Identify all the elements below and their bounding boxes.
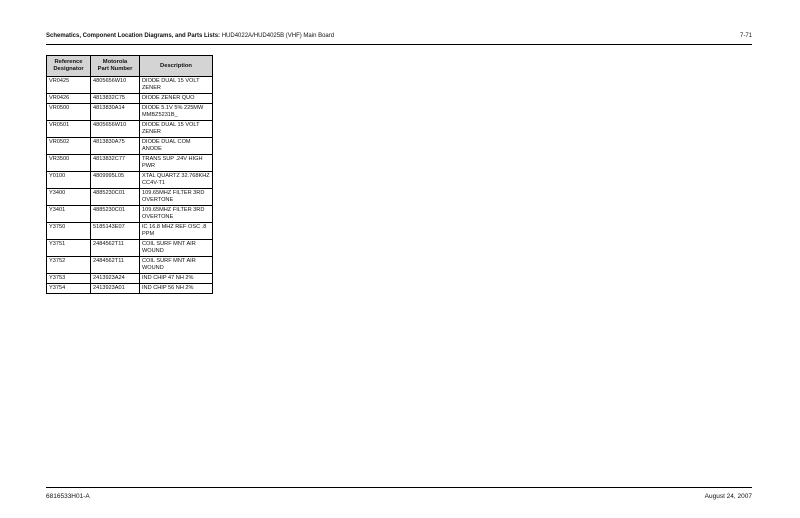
col-pn-line1: Motorola bbox=[102, 59, 128, 66]
document-number: 6816533H01-A bbox=[46, 493, 90, 500]
cell-ref: Y3400 bbox=[47, 189, 91, 206]
cell-part-number: 4813832C75 bbox=[91, 94, 140, 104]
table-row bbox=[47, 172, 213, 189]
cell-part-number: 2413923A01 bbox=[91, 284, 140, 294]
col-part-number bbox=[91, 56, 140, 77]
table-row bbox=[47, 121, 213, 138]
cell-part-number: 2484562T11 bbox=[91, 240, 140, 257]
cell-part-number: 4805656W10 bbox=[91, 77, 140, 94]
cell-part-number: 4813830A14 bbox=[91, 104, 140, 121]
cell-ref: Y3753 bbox=[47, 274, 91, 284]
header-title-rest: HUD4022A/HUD4025B (VHF) Main Board bbox=[220, 33, 335, 39]
cell-ref: VR0502 bbox=[47, 138, 91, 155]
page-number: 7-71 bbox=[739, 33, 752, 39]
cell-ref: VR0501 bbox=[47, 121, 91, 138]
cell-ref: Y3754 bbox=[47, 284, 91, 294]
cell-description: DIODE DUAL COM ANODE bbox=[140, 138, 213, 155]
col-ref-line1: Reference bbox=[54, 59, 83, 66]
table-row bbox=[47, 77, 213, 94]
cell-description: IND CHIP 47 NH 2% bbox=[140, 274, 213, 284]
table-row bbox=[47, 284, 213, 294]
cell-ref: Y3751 bbox=[47, 240, 91, 257]
table-row bbox=[47, 189, 213, 206]
cell-part-number: 4813830A75 bbox=[91, 138, 140, 155]
cell-ref: Y3750 bbox=[47, 223, 91, 240]
cell-description: IND CHIP 56 NH 2% bbox=[140, 284, 213, 294]
table-row bbox=[47, 274, 213, 284]
cell-part-number: 4805656W10 bbox=[91, 121, 140, 138]
col-ref-line2: Designator bbox=[53, 66, 84, 72]
cell-description: 109.65MHZ FILTER 3RD OVERTONE bbox=[140, 189, 213, 206]
cell-description: COIL SURF MNT AIR WOUND bbox=[140, 257, 213, 274]
cell-ref: VR0425 bbox=[47, 77, 91, 94]
table-row bbox=[47, 240, 213, 257]
col-reference-designator bbox=[47, 56, 91, 77]
cell-ref: Y3752 bbox=[47, 257, 91, 274]
publication-date: August 24, 2007 bbox=[704, 493, 752, 500]
footer-rule bbox=[46, 487, 752, 488]
cell-part-number: 4813832C77 bbox=[91, 155, 140, 172]
cell-part-number: 2413923A24 bbox=[91, 274, 140, 284]
cell-description: XTAL QUARTZ 32.768KHZ CC4V-T1 bbox=[140, 172, 213, 189]
col-pn-line2: Part Number bbox=[97, 66, 133, 72]
header-title-bold: Schematics, Component Location Diagrams, and Parts Lists: bbox=[46, 33, 221, 39]
cell-ref: VR0426 bbox=[47, 94, 91, 104]
table-row bbox=[47, 155, 213, 172]
page-footer bbox=[46, 493, 752, 501]
cell-part-number: 4885230C01 bbox=[91, 189, 140, 206]
cell-description: DIODE DUAL 15 VOLT ZENER bbox=[140, 121, 213, 138]
cell-ref: Y0100 bbox=[47, 172, 91, 189]
page-header bbox=[46, 32, 752, 40]
table-row bbox=[47, 257, 213, 274]
cell-description: DIODE ZENER QUO bbox=[140, 94, 213, 104]
cell-description: DIODE DUAL 15 VOLT ZENER bbox=[140, 77, 213, 94]
table-row bbox=[47, 223, 213, 240]
header-title bbox=[46, 33, 334, 39]
table-row bbox=[47, 206, 213, 223]
cell-description: COIL SURF MNT AIR WOUND bbox=[140, 240, 213, 257]
cell-part-number: 4809995L05 bbox=[91, 172, 140, 189]
cell-part-number: 5185143E07 bbox=[91, 223, 140, 240]
table-header-row bbox=[47, 56, 213, 77]
cell-part-number: 2484562T11 bbox=[91, 257, 140, 274]
parts-table bbox=[46, 55, 213, 294]
cell-ref: Y3401 bbox=[47, 206, 91, 223]
table-row bbox=[47, 104, 213, 121]
header-rule bbox=[46, 44, 752, 45]
table-row bbox=[47, 138, 213, 155]
table-row bbox=[47, 94, 213, 104]
cell-ref: VR0500 bbox=[47, 104, 91, 121]
cell-part-number: 4885230C01 bbox=[91, 206, 140, 223]
cell-description: DIODE 5.1V 5% 225MW MMBZ5231B_ bbox=[140, 104, 213, 121]
cell-description: TRANS SUP .24V HIGH PWR bbox=[140, 155, 213, 172]
cell-description: IC 16.8 MHZ REF OSC .8 PPM bbox=[140, 223, 213, 240]
col-description: Description bbox=[140, 56, 213, 77]
cell-ref: VR3500 bbox=[47, 155, 91, 172]
cell-description: 109.65MHZ FILTER 3RD OVERTONE bbox=[140, 206, 213, 223]
